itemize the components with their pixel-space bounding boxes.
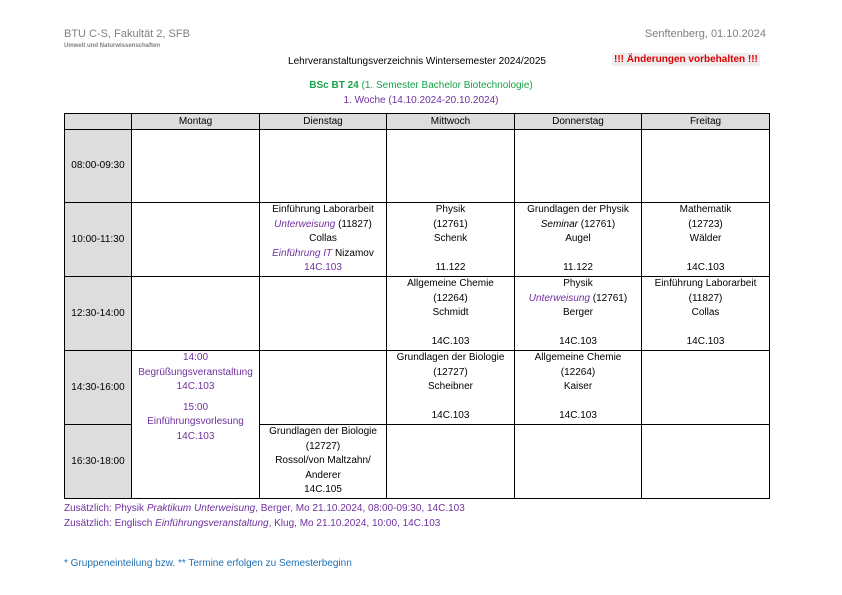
time-slot-label: 16:30-18:00 — [71, 456, 125, 467]
footnote-englisch: Zusätzlich: Englisch Einführungsveranstaltung, Klug, Mo 21.10.2024, 10:00, 14C.103 — [64, 518, 441, 529]
course-cell: Einführung Laborarbeit Unterweisung (11827) Collas Einführung IT Nizamov 14C.103 — [272, 204, 374, 274]
time-slot-label: 10:00-11:30 — [71, 234, 125, 245]
warning-badge: !!! Änderungen vorbehalten !!! — [614, 54, 758, 65]
course-cell: Physik Unterweisung (12761) Berger 14C.103 — [528, 278, 628, 348]
group-note: * Gruppeneinteilung bzw. ** Termine erfolgen zu Semesterbeginn — [64, 558, 352, 569]
program-code: BSc BT 24 — [309, 80, 359, 91]
week-line: 1. Woche (14.10.2024-20.10.2024) — [343, 95, 499, 106]
day-header-mittwoch: Mittwoch — [430, 116, 471, 127]
program-line — [0, 80, 842, 91]
course-cell: Allgemeine Chemie (12264) Kaiser 14C.103 — [534, 352, 622, 422]
subinstitution: Umwelt und Naturwissenschaften — [64, 43, 161, 49]
place-date: Senftenberg, 01.10.2024 — [644, 28, 766, 40]
day-header-dienstag: Dienstag — [303, 116, 343, 127]
day-header-donnerstag: Donnerstag — [552, 116, 604, 127]
time-slot-label: 08:00-09:30 — [71, 160, 125, 171]
course-cell: Grundlagen der Physik Seminar (12761) Augel 11.122 — [527, 204, 629, 274]
time-slot-label: 14:30-16:00 — [71, 382, 125, 393]
day-header-freitag: Freitag — [689, 116, 722, 127]
footnote-physik: Zusätzlich: Physik Praktikum Unterweisung, Berger, Mo 21.10.2024, 08:00-09:30, 14C.103 — [64, 503, 465, 514]
day-header-montag: Montag — [178, 116, 213, 127]
course-cell: Grundlagen der Biologie (12727) Rossol/von Maltzahn/ Anderer 14C.105 — [269, 426, 377, 496]
course-cell: Einführung Laborarbeit (11827) Collas 14C.103 — [654, 278, 757, 348]
program-name: (1. Semester Bachelor Biotechnologie) — [361, 80, 533, 91]
welcome-events-cell: 14:00 Begrüßungsveranstaltung 14C.103 15:00 Einführungsvorlesung 14C.103 — [138, 352, 253, 442]
page-title: Lehrveranstaltungsverzeichnis Wintersemester 2024/2025 — [288, 56, 546, 67]
course-cell: Grundlagen der Biologie (12727) Scheibner 14C.103 — [396, 352, 505, 422]
course-cell: Physik (12761) Schenk 11.122 — [433, 204, 468, 274]
course-cell: Allgemeine Chemie (12264) Schmidt 14C.103 — [407, 278, 494, 348]
time-slot-label: 12:30-14:00 — [71, 308, 125, 319]
institution: BTU C-S, Fakultät 2, SFB — [64, 28, 190, 40]
course-cell: Mathematik (12723) Wälder 14C.103 — [679, 204, 732, 274]
